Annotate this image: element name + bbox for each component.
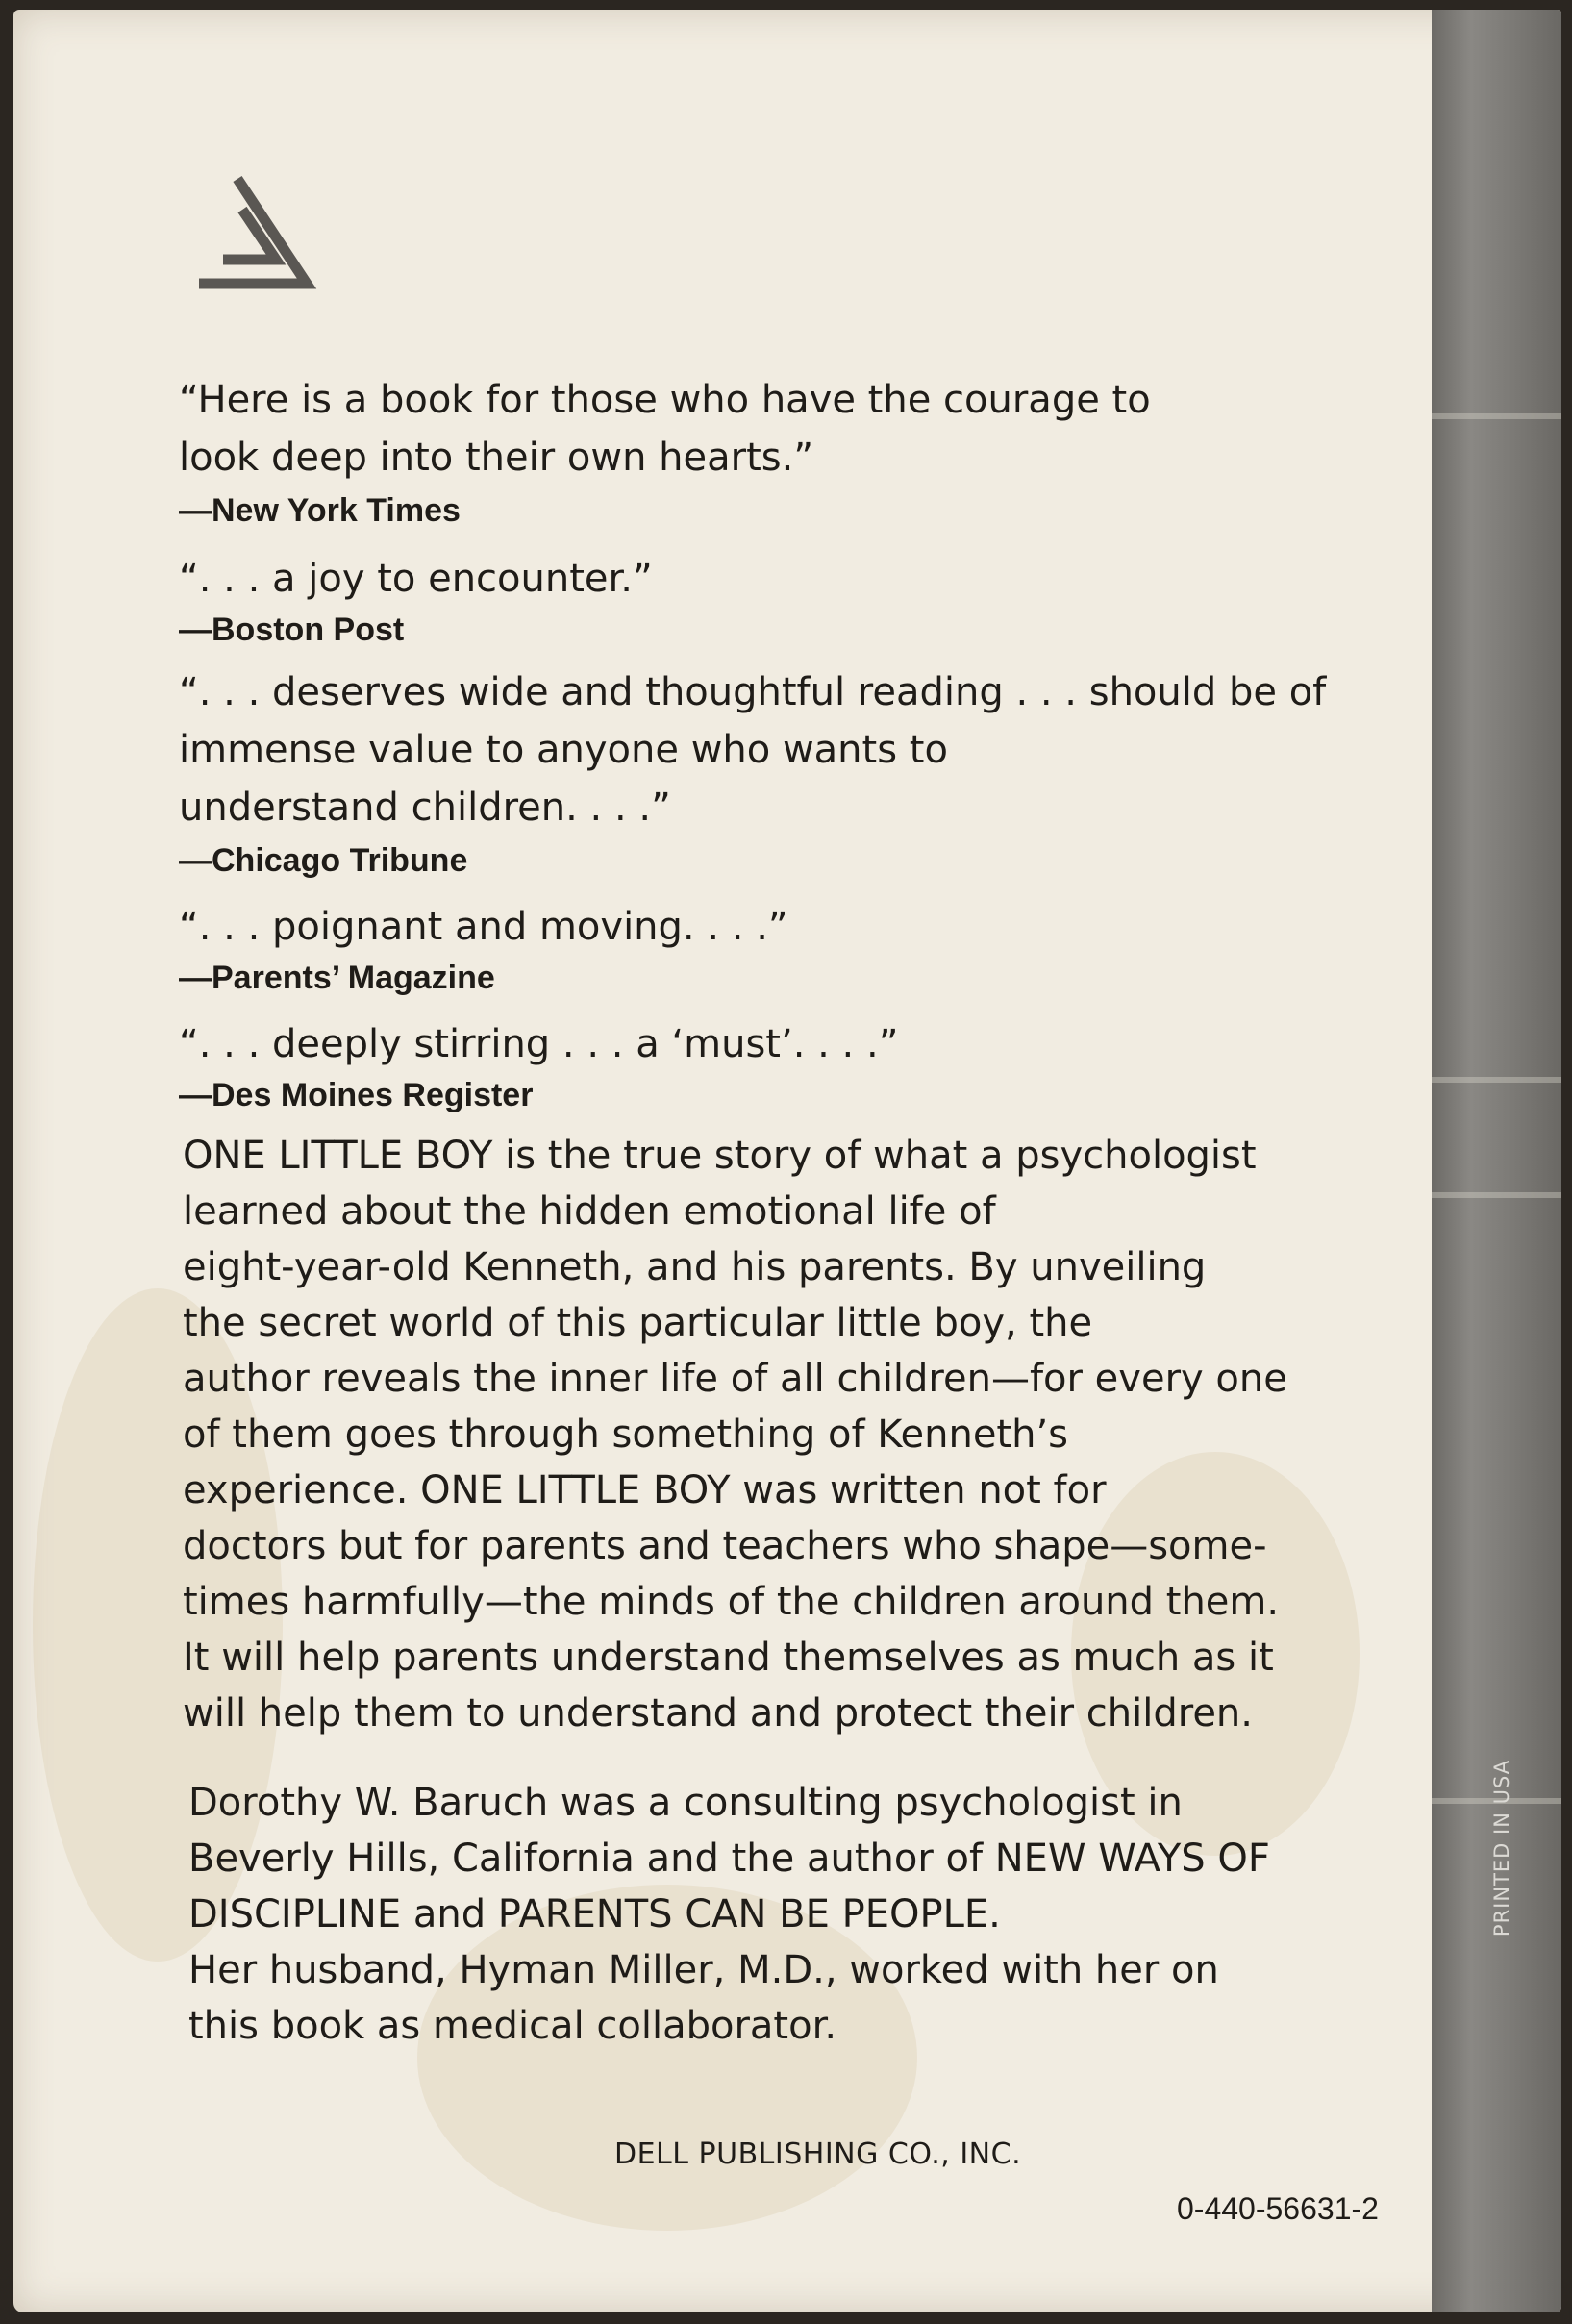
printed-in-usa-label: PRINTED IN USA [1490,1759,1513,1937]
dell-triangle-logo-icon [185,171,329,296]
book-back-cover [13,10,1561,2312]
back-cover-content [13,10,1432,2312]
review-source-new-york-times: —New York Times [179,492,461,529]
review-quote-parents-magazine: “. . . poignant and moving. . . .” [179,905,788,949]
spine-wear [1432,1077,1561,1083]
author-bio: Dorothy W. Baruch was a consulting psychologist in Beverly Hills, California and the author of NEW WAYS OF DISCIPLINE and PARENTS CAN BE PEOPLE. Her husband, Hyman Miller, M.D., worked with her on this book as medical collaborator. [188,1781,1270,2048]
spine-wear [1432,1192,1561,1198]
book-spine [1432,10,1561,2312]
review-source-boston-post: —Boston Post [179,612,405,648]
review-quote-des-moines-register: “. . . deeply stirring . . . a ‘must’. . . .” [179,1022,899,1066]
review-quote-chicago-tribune: “. . . deserves wide and thoughtful reading . . . should be of immense value to anyone who wants to understand children. . . .” [179,670,1327,830]
book-description: ONE LITTLE BOY is the true story of what a psychologist learned about the hidden emotional life of eight-year-old Kenneth, and his parents. By unveiling the secret world of this particular little boy, the author reveals the inner life of all children—for every one of them goes through something of Kenneth’s experience. ONE LITTLE BOY was written not for doctors but for parents and teachers who shape—some- times harmfully—the minds of the children around them. It will help parents understand themselves as much as it will help them to understand and protect their children. [183,1134,1287,1736]
publisher-name: DELL PUBLISHING CO., INC. [614,2137,1022,2171]
review-source-chicago-tribune: —Chicago Tribune [179,842,468,879]
spine-wear [1432,413,1561,419]
isbn-number: 0-440-56631-2 [1177,2191,1379,2226]
review-source-parents-magazine: —Parents’ Magazine [179,960,495,996]
review-quote-new-york-times: “Here is a book for those who have the courage to look deep into their own hearts.” [179,378,1151,480]
review-source-des-moines-register: —Des Moines Register [179,1077,534,1113]
review-quote-boston-post: “. . . a joy to encounter.” [179,557,653,601]
